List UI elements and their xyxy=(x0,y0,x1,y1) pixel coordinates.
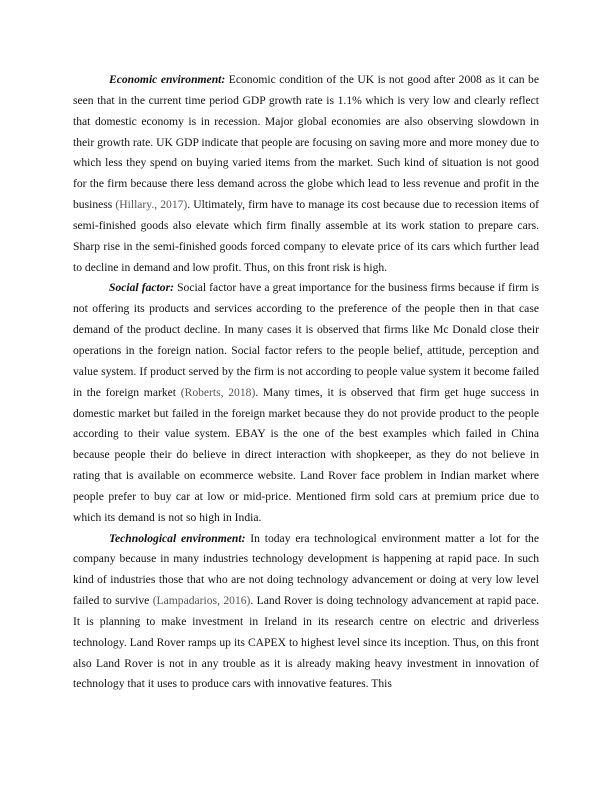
technological-environment-paragraph xyxy=(73,529,539,696)
paragraph-text: In today era technological environment matter a lot for the company because in many industries technology development is happening at rapid pace. In such kind of industries those that who are not doing technology advancement or doing at very low level failed to survive xyxy=(73,531,539,608)
citation: (Hillary., 2017) xyxy=(115,198,188,212)
paragraph-text: Social factor have a great importance for the business firms because if firm is not offering its products and services according to the preference of the people then in that case demand of the product decline. In many cases it is observed that firms like Mc Donald close their operations in the foreign nation. Social factor refers to the people belief, attitude, perception and value system. If product served by the firm is not according to people value system it become failed in the foreign market xyxy=(73,281,539,399)
economic-environment-paragraph xyxy=(73,70,539,278)
paragraph-text: Economic condition of the UK is not good after 2008 as it can be seen that in the current time period GDP growth rate is 1.1% which is very low and clearly reflect that domestic economy is in recession. Major global economies are also observing slowdown in their growth rate. UK GDP indicate that people are focusing on saving more and more money due to which less they spend on buying varied items from the market. Such kind of situation is not good for the firm because there less demand across the globe which lead to less revenue and profit in the business xyxy=(73,73,539,212)
paragraph-text: . Many times, it is observed that firm get huge success in domestic market but failed in the foreign market because they do not provide product to the people according to their value system. EBAY is the one of the best examples which failed in China because people their do believe in direct interaction with shopkeeper, as they do not believe in rating that is available on ecommerce website. Land Rover face problem in Indian market where people prefer to buy car at low or mid-price. Mentioned firm sold cars at premium price due to which its demand is not so high in India. xyxy=(73,385,539,524)
social-factor-paragraph xyxy=(73,278,539,528)
paragraph-heading: Economic environment: xyxy=(109,73,226,86)
paragraph-text: . Land Rover is doing technology advancement at rapid pace. It is planning to make investment in Ireland in its research centre on electric and driverless technology. Land Rover ramps up its CAPEX to highest level since its inception. Thus, on this front also Land Rover is not in any trouble as it is already making heavy investment in innovation of technology that it uses to produce cars with innovative features. This xyxy=(73,594,539,691)
paragraph-heading: Social factor: xyxy=(109,281,174,295)
citation: (Lampadarios, 2016) xyxy=(152,594,251,608)
paragraph-heading: Technological environment: xyxy=(109,531,246,545)
paragraph-text: . Ultimately, firm have to manage its cost because due to recession items of semi-finished goods also elevate which firm finally assemble at its work station to prepare cars. Sharp rise in the semi-finished goods forced company to elevate price of its cars which further lead to decline in demand and low profit. Thus, on this front risk is high. xyxy=(73,198,539,274)
citation: (Roberts, 2018) xyxy=(180,385,256,399)
